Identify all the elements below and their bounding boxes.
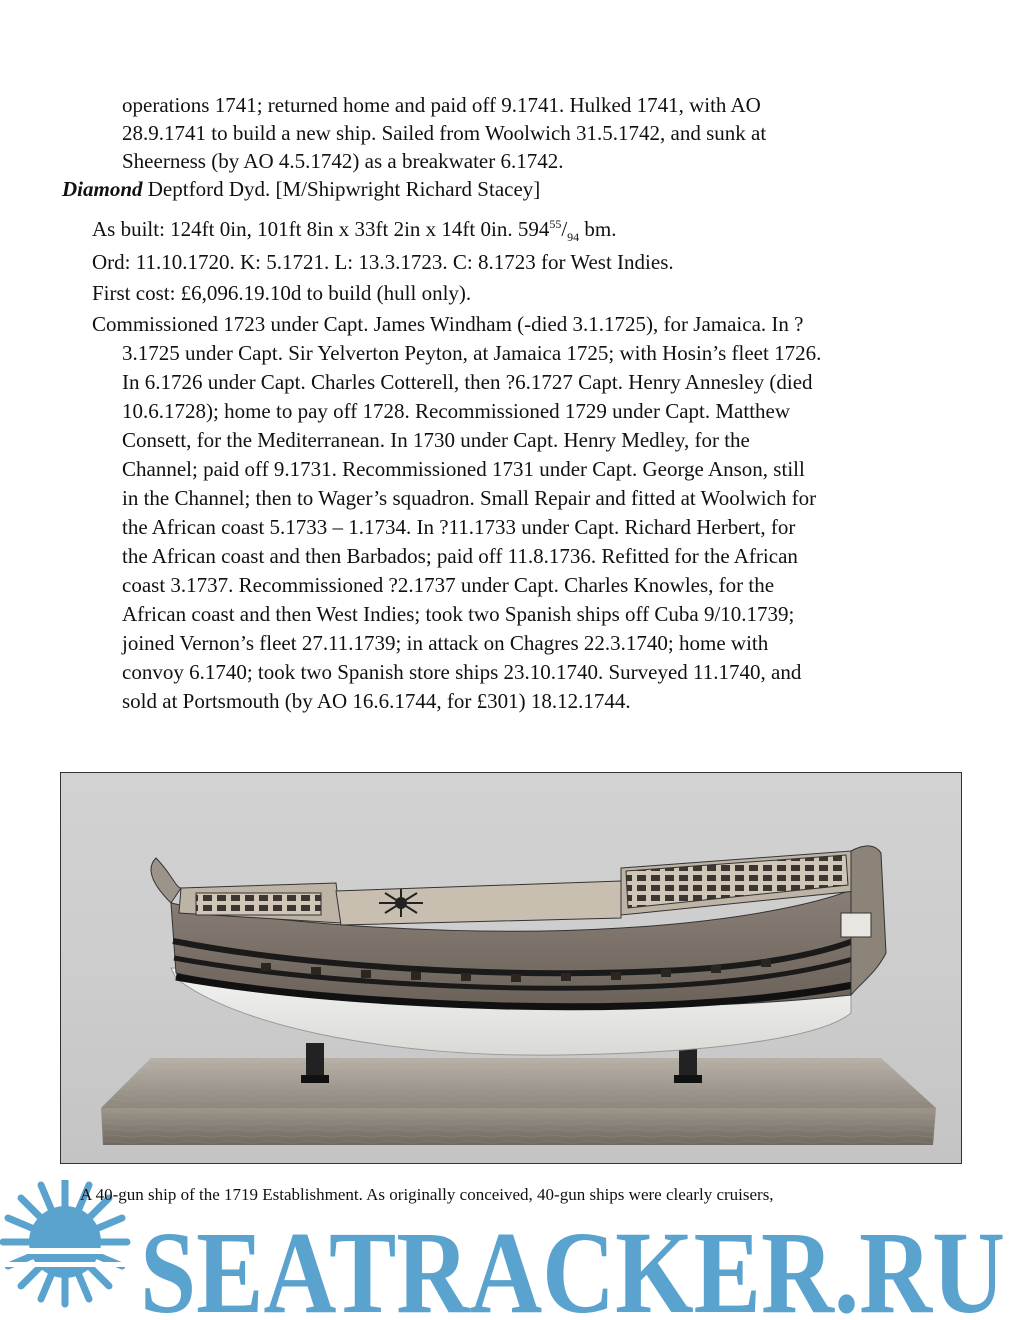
history-line-13: convoy 6.1740; took two Spanish store ships 23.10.1740. Surveyed 11.1740, and (122, 660, 802, 684)
main-deck (336, 881, 621, 925)
as-built-text: As built: 124ft 0in, 101ft 8in x 33ft 2in x 14ft 0in. 594 (92, 217, 550, 241)
capstan (379, 889, 423, 917)
figure-caption: A 40-gun ship of the 1719 Establishment. As originally conceived, 40-gun ships were clearly cruisers, (80, 1185, 774, 1204)
prev-entry-line-2: 28.9.1741 to build a new ship. Sailed from Woolwich 31.5.1742, and sunk at (122, 121, 767, 145)
history-line-4: 10.6.1728); home to pay off 1728. Recommissioned 1729 under Capt. Matthew (122, 399, 791, 423)
history-line-8: the African coast 5.1733 – 1.1734. In ?11.1733 under Capt. Richard Herbert, for (122, 515, 796, 539)
history-line-14: sold at Portsmouth (by AO 16.6.1744, for £301) 18.12.1744. (122, 689, 631, 713)
history-line-10: coast 3.1737. Recommissioned ?2.1737 under Capt. Charles Knowles, for the (122, 573, 775, 597)
history-line-12: joined Vernon’s fleet 27.11.1739; in attack on Chagres 22.3.1740; home with (122, 631, 769, 655)
as-built-line (92, 215, 617, 243)
history-line-7: in the Channel; then to Wager’s squadron. Small Repair and fitted at Woolwich for (122, 486, 817, 510)
ordered-line: Ord: 11.10.1720. K: 5.1721. L: 13.3.1723. C: 8.1723 for West Indies. (92, 250, 674, 274)
prev-entry-line-1: operations 1741; returned home and paid off 9.1741. Hulked 1741, with AO (122, 93, 761, 117)
history-line-9: the African coast and then Barbados; paid off 11.8.1736. Refitted for the African (122, 544, 798, 568)
history-line-11: African coast and then West Indies; took two Spanish ships off Cuba 9/10.1739; (122, 602, 795, 626)
bow (151, 858, 181, 903)
prev-entry-line-3: Sheerness (by AO 4.5.1742) as a breakwater 6.1742. (122, 149, 564, 173)
watermark-text: SEATRACKER.RU (140, 1207, 1005, 1320)
first-cost-line: First cost: £6,096.19.10d to build (hull only). (92, 281, 472, 305)
history-line-1: Commissioned 1723 under Capt. James Windham (-died 3.1.1725), for Jamaica. In ? (92, 312, 804, 336)
history-line-5: Consett, for the Mediterranean. In 1730 under Capt. Henry Medley, for the (122, 428, 750, 452)
ship-builder: Deptford Dyd. [M/Shipwright Richard Stacey] (142, 177, 541, 201)
history-line-2: 3.1725 under Capt. Sir Yelverton Peyton, at Jamaica 1725; with Hosin’s fleet 1726. (122, 341, 822, 365)
ship-heading (62, 175, 540, 203)
tonnage-unit: bm. (579, 217, 617, 241)
display-base (101, 1058, 936, 1145)
history-line-3: In 6.1726 under Capt. Charles Cotterell, then ?6.1727 Capt. Henry Annesley (died (122, 370, 813, 394)
history-line-6: Channel; paid off 9.1731. Recommissioned 1731 under Capt. George Anson, still (122, 457, 805, 481)
tonnage-numerator: 55 (549, 217, 562, 231)
ship-model-photo (60, 772, 962, 1164)
tonnage-slash: / (561, 217, 568, 241)
ship-name: Diamond (62, 177, 143, 201)
ship-model-illustration (61, 773, 961, 1163)
tonnage-denominator: 94 (567, 230, 580, 245)
